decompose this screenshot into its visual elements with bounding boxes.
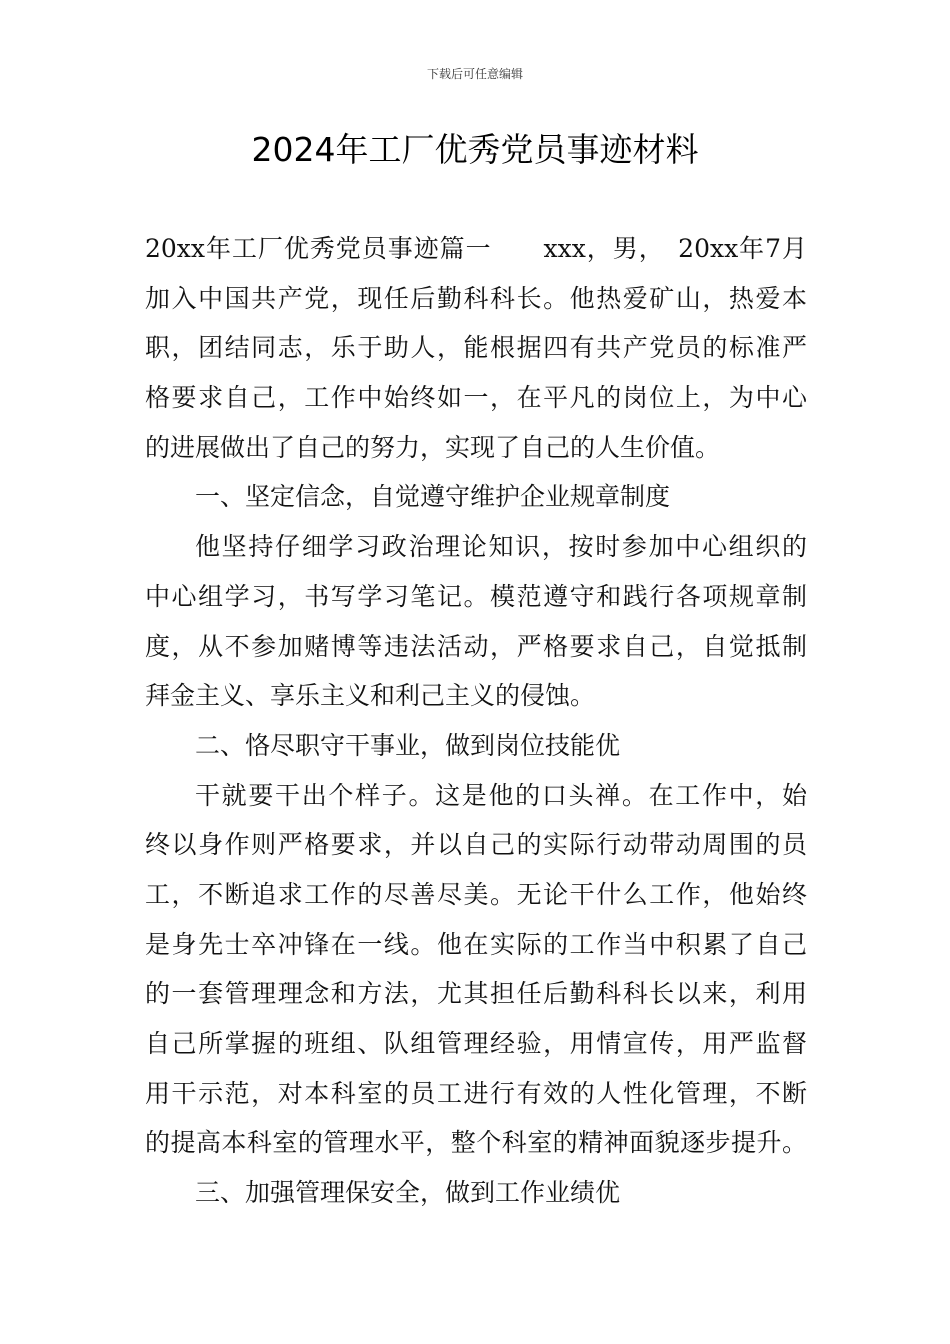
body-text-line: 20xx年工厂优秀党员事迹篇一 xxx，男， 20xx年7月	[145, 234, 807, 263]
section-heading: 一、坚定信念，自觉遵守维护企业规章制度	[195, 482, 671, 512]
document-body	[145, 224, 807, 1218]
body-text-line: 工，不断追求工作的尽善尽美。无论干什么工作，他始终	[145, 879, 807, 909]
body-text-line: 是身先士卒冲锋在一线。他在实际的工作当中积累了自己	[145, 929, 807, 959]
header-note: 下载后可任意编辑	[426, 67, 523, 81]
section-heading: 三、加强管理保安全，做到工作业绩优	[195, 1178, 621, 1208]
body-text-line: 拜金主义、享乐主义和利己主义的侵蚀。	[145, 681, 596, 711]
body-text-line: 的进展做出了自己的努力，实现了自己的人生价值。	[145, 432, 721, 462]
body-text-line: 干就要干出个样子。这是他的口头禅。在工作中，始	[195, 780, 807, 810]
body-text-line: 的提高本科室的管理水平，整个科室的精神面貌逐步提升。	[145, 1128, 807, 1158]
body-text-line: 中心组学习，书写学习笔记。模范遵守和践行各项规章制	[145, 581, 807, 611]
body-text-line: 用干示范，对本科室的员工进行有效的人性化管理，不断	[145, 1078, 807, 1108]
document-title: 2024年工厂优秀党员事迹材料	[251, 130, 699, 169]
body-text-line: 加入中国共产党，现任后勤科科长。他热爱矿山，热爱本	[145, 283, 807, 313]
body-text-line: 的一套管理理念和方法，尤其担任后勤科科长以来，利用	[145, 979, 807, 1009]
body-text-line: 终以身作则严格要求，并以自己的实际行动带动周围的员	[145, 830, 807, 860]
body-text-line: 度，从不参加赌博等违法活动，严格要求自己，自觉抵制	[145, 631, 807, 661]
body-text-line: 格要求自己，工作中始终如一，在平凡的岗位上，为中心	[145, 383, 807, 413]
section-heading: 二、恪尽职守干事业，做到岗位技能优	[195, 730, 621, 760]
body-text-line: 职，团结同志，乐于助人，能根据四有共产党员的标准严	[145, 333, 807, 363]
body-text-line: 自己所掌握的班组、队组管理经验，用情宣传，用严监督	[145, 1029, 807, 1058]
body-text-line: 他坚持仔细学习政治理论知识，按时参加中心组织的	[195, 532, 807, 562]
